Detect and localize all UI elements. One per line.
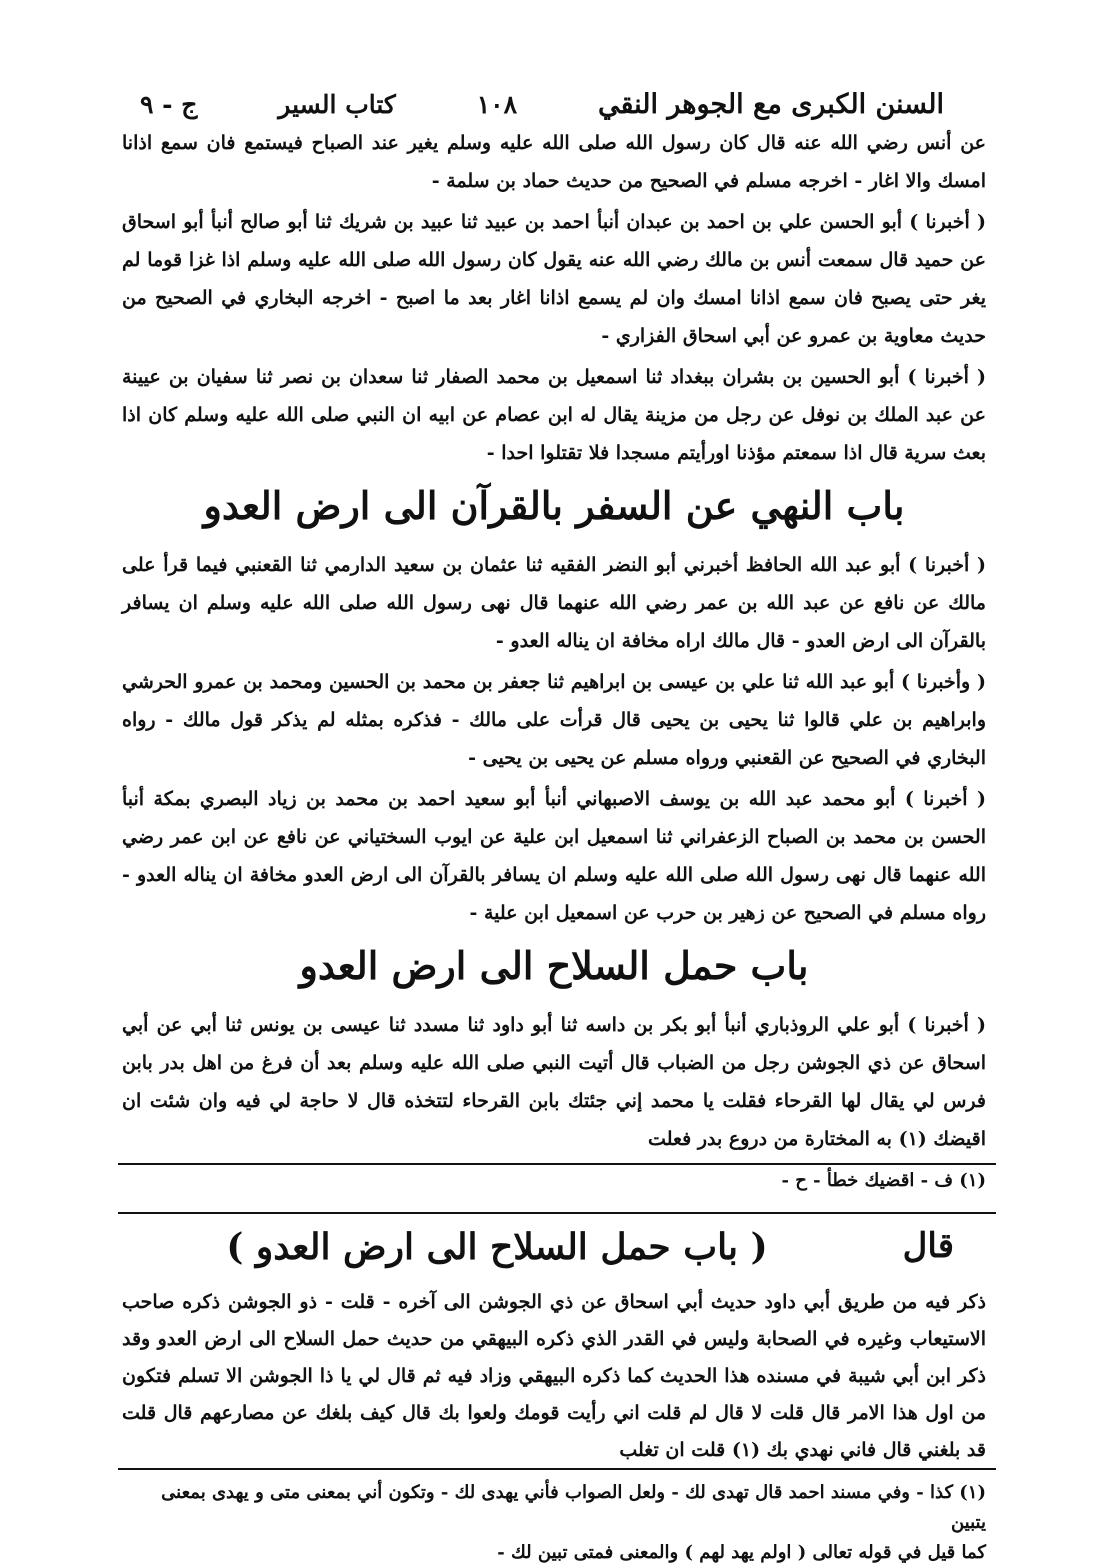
section-heading: باب حمل السلاح الى ارض العدو <box>299 943 809 988</box>
footnote-line: كما قيل في قوله تعالى ( اولم يهد لهم ) والمعنى فمتى تبين لك - <box>497 1542 986 1563</box>
paragraph: ذكر فيه من طريق أبي داود حديث أبي اسحاق عن ذي الجوشن الى آخره - قلت - ذو الجوشن ذكره صاحب الاستيعاب وغيره في الصحابة وليس في القدر الذي ذكره البيهقي من حديث حمل السلاح الى ارض العدو وقد ذكر ابن أبي شيبة في مسنده هذا الحديث كما ذكره البيهقي وزاد فيه ثم قال لي يا ذا الجوشن الا تسلم فتكون من اول هذا الامر قال قلت لا قال لم قلت اني رأيت قومك ولعوا بك قال كيف بلغك عن مصارعهم قال قلت قد بلغني قال فاني نهدي بك (١) قلت ان تغلب <box>122 1291 986 1461</box>
volume-number: ج - ٩ <box>140 89 198 119</box>
main-text <box>122 124 986 1161</box>
commentary-qal: قال <box>902 1226 954 1266</box>
paragraph: ( أخبرنا ) أبو الحسين بن بشران ببغداد ثنا اسمعيل بن محمد الصفار ثنا سعدان بن نصر ثنا سفيان بن عيينة عن عبد الملك بن نوفل عن رجل من مزينة يقال له ابن عصام عن ابيه ان النبي صلى الله عليه وسلم كان اذا بعث سرية قال اذا سمعتم مؤذنا اورأيتم مسجدا فلا تقتلوا احدا - <box>122 366 986 464</box>
paragraph: ( وأخبرنا ) أبو عبد الله ثنا علي بن عيسى بن ابراهيم ثنا جعفر بن محمد بن الحسين ومحمد بن عمرو الحرشي وابراهيم بن علي قالوا ثنا يحيى بن يحيى قال قرأت على مالك - فذكره بمثله لم يذكر قول مالك - رواه البخاري في الصحيح عن القعنبي ورواه مسلم عن يحيى بن يحيى - <box>122 671 986 769</box>
footnote-divider <box>118 1468 996 1470</box>
footnote-line: (١) كذا - وفي مسند احمد قال تهدى لك - ولعل الصواب فأني يهدى لك - وتكون أني بمعنى متى و يهدى بمعنى يتبين <box>161 1482 986 1533</box>
running-header <box>140 82 944 126</box>
section-heading: باب النهي عن السفر بالقرآن الى ارض العدو <box>203 483 905 528</box>
paragraph: ( أخبرنا ) أبو محمد عبد الله بن يوسف الاصبهاني أنبأ أبو سعيد احمد بن محمد بن زياد البصري بمكة أنبأ الحسن بن محمد بن الصباح الزعفراني ثنا اسمعيل ابن علية عن ايوب السختياني عن نافع عن ابن عمر رضي الله عنهما قال نهى رسول الله صلى الله عليه وسلم ان يسافر بالقرآن الى ارض العدو مخافة ان يناله العدو - رواه مسلم في الصحيح عن زهير بن حرب عن اسمعيل ابن علية - <box>122 788 986 924</box>
paragraph: ( أخبرنا ) أبو الحسن علي بن احمد بن عبدان أنبأ احمد بن عبيد ثنا عبيد بن شريك ثنا أبو صالح أنبأ أبو اسحاق عن حميد قال سمعت أنس بن مالك رضي الله عنه يقول كان رسول الله صلى الله عليه وسلم اذا غزا قوما لم يغر حتى يصبح فان سمع اذانا امسك وان لم يسمع اذانا اغار بعد ما اصبح - اخرجه البخاري في الصحيح من حديث معاوية بن عمرو عن أبي اسحاق الفزاري - <box>122 211 986 347</box>
paragraph: ( أخبرنا ) أبو علي الروذباري أنبأ أبو بكر بن داسه ثنا أبو داود ثنا مسدد ثنا عيسى بن يونس ثنا أبي عن أبي اسحاق عن ذي الجوشن رجل من الضباب قال أتيت النبي صلى الله عليه وسلم بعد أن فرغ من اهل بدر بابن فرس لي يقال لها القرحاء فقلت يا محمد إني جئتك بابن القرحاء لتتخذه قال لا حاجة لي فيه وان شئت ان اقيضك (١) به المختارة من دروع بدر فعلت <box>122 1014 986 1150</box>
commentary-text <box>122 1284 986 1469</box>
commentary-divider <box>118 1212 996 1214</box>
paragraph: ( أخبرنا ) أبو عبد الله الحافظ أخبرني أبو النضر الفقيه ثنا عثمان بن سعيد الدارمي ثنا القعنبي فيما قرأ على مالك عن نافع عن عبد الله بن عمر رضي الله عنهما قال نهى رسول الله صلى الله عليه وسلم ان يسافر بالقرآن الى ارض العدو - قال مالك اراه مخافة ان يناله العدو - <box>122 554 986 652</box>
commentary-title: ( باب حمل السلاح الى ارض العدو ) <box>226 1226 768 1268</box>
header-book-title: كتاب السير <box>278 89 396 119</box>
commentary-header <box>160 1226 954 1282</box>
footnote: (١) ف - اقضيك خطأ - ح - <box>781 1170 986 1191</box>
header-title: السنن الكبرى مع الجوهر النقي <box>597 88 944 120</box>
page-number: ١٠٨ <box>476 89 518 119</box>
footnote <box>122 1478 986 1568</box>
footnote-divider <box>118 1163 996 1165</box>
paragraph: عن أنس رضي الله عنه قال كان رسول الله صلى الله عليه وسلم يغير عند الصباح فيستمع فان سمع اذانا امسك والا اغار - اخرجه مسلم في الصحيح من حديث حماد بن سلمة - <box>122 132 986 192</box>
